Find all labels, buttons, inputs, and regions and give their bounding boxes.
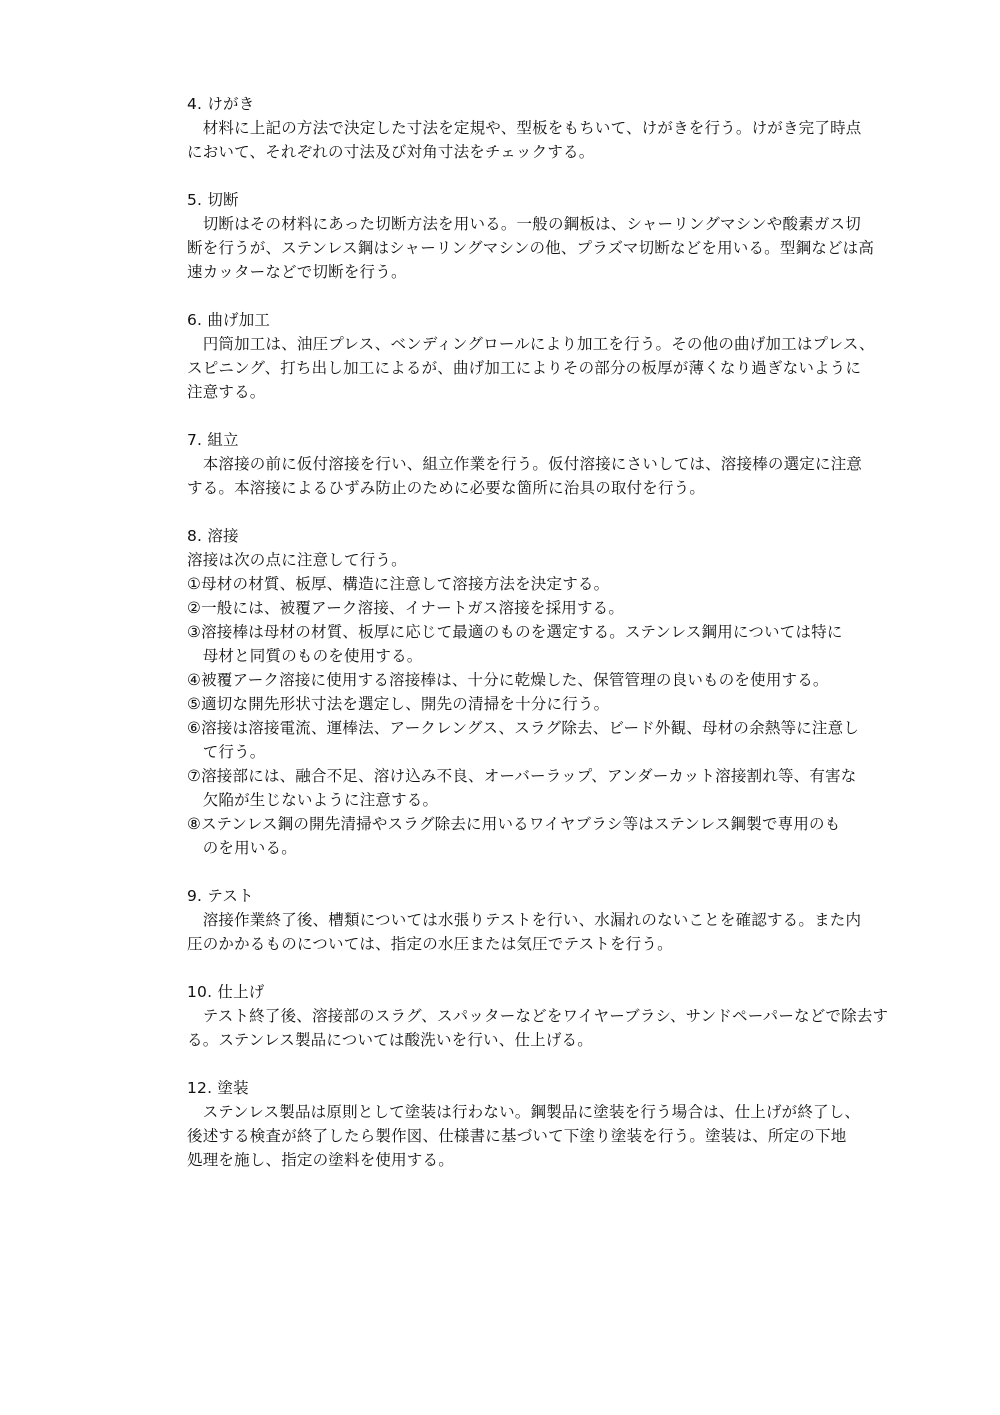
- list-item: ④被覆アーク溶接に使用する溶接棒は、十分に乾燥した、保管管理の良いものを使用する。: [187, 671, 829, 689]
- list-item: ⑧ステンレス鋼の開先清掃やスラグ除去に用いるワイヤブラシ等はステンレス鋼製で専用のも: [187, 815, 841, 833]
- list-item-continuation: のを用いる。: [187, 839, 297, 857]
- section-heading: 4. けがき: [187, 95, 255, 113]
- section-spacer: [187, 284, 887, 308]
- paragraph-line: テスト終了後、溶接部のスラグ、スパッターなどをワイヤーブラシ、サンドペーパーなどで除去す: [187, 1007, 889, 1025]
- paragraph-line: スピニング、打ち出し加工によるが、曲げ加工によりその部分の板厚が薄くなり過ぎないように: [187, 359, 862, 377]
- section-spacer: [187, 1052, 887, 1076]
- paragraph-line: 本溶接の前に仮付溶接を行い、組立作業を行う。仮付溶接にさいしては、溶接棒の選定に注意: [187, 455, 863, 473]
- section-spacer: [187, 500, 887, 524]
- section-heading: 12. 塗装: [187, 1079, 249, 1097]
- document-body: [187, 92, 887, 1172]
- paragraph-line: 溶接作業終了後、槽類については水張りテストを行い、水漏れのないことを確認する。また内: [187, 911, 862, 929]
- paragraph-line: 円筒加工は、油圧プレス、ベンディングロールにより加工を行う。その他の曲げ加工はプレス、: [187, 335, 875, 353]
- section-heading: 6. 曲げ加工: [187, 311, 271, 329]
- section-tosou: [187, 1076, 887, 1172]
- section-spacer: [187, 404, 887, 428]
- paragraph-line: 溶接は次の点に注意して行う。: [187, 551, 407, 569]
- list-item: ①母材の材質、板厚、構造に注意して溶接方法を決定する。: [187, 575, 610, 593]
- section-spacer: [187, 860, 887, 884]
- section-heading: 7. 組立: [187, 431, 239, 449]
- paragraph-line: る。ステンレス製品については酸洗いを行い、仕上げる。: [187, 1031, 593, 1049]
- section-heading: 9. テスト: [187, 887, 254, 905]
- paragraph-line: する。本溶接によるひずみ防止のために必要な箇所に治具の取付を行う。: [187, 479, 706, 497]
- section-spacer: [187, 956, 887, 980]
- section-heading: 10. 仕上げ: [187, 983, 265, 1001]
- paragraph-line: 断を行うが、ステンレス鋼はシャーリングマシンの他、プラズマ切断などを用いる。型鋼などは高: [187, 239, 875, 257]
- section-yousetsu: [187, 524, 887, 860]
- paragraph-line: 後述する検査が終了したら製作図、仕様書に基づいて下塗り塗装を行う。塗装は、所定の下地: [187, 1127, 847, 1145]
- paragraph-line: 処理を施し、指定の塗料を使用する。: [187, 1151, 454, 1169]
- list-item: ③溶接棒は母材の材質、板厚に応じて最適のものを選定する。ステンレス鋼用については特に: [187, 623, 843, 641]
- section-mage-kakou: [187, 308, 887, 404]
- paragraph-line: 圧のかかるものについては、指定の水圧または気圧でテストを行う。: [187, 935, 673, 953]
- list-item-continuation: 欠陥が生じないように注意する。: [187, 791, 439, 809]
- paragraph-line: ステンレス製品は原則として塗装は行わない。鋼製品に塗装を行う場合は、仕上げが終了し、: [187, 1103, 861, 1121]
- section-heading: 5. 切断: [187, 191, 239, 209]
- paragraph-line: 材料に上記の方法で決定した寸法を定規や、型板をもちいて、けがきを行う。けがき完了時点: [187, 119, 862, 137]
- list-item-continuation: て行う。: [187, 743, 266, 761]
- list-item-continuation: 母材と同質のものを使用する。: [187, 647, 423, 665]
- section-heading: 8. 溶接: [187, 527, 239, 545]
- list-item: ⑤適切な開先形状寸法を選定し、開先の清掃を十分に行う。: [187, 695, 610, 713]
- section-spacer: [187, 164, 887, 188]
- list-item: ⑥溶接は溶接電流、運棒法、アークレングス、スラグ除去、ビード外観、母材の余熱等に注意し: [187, 719, 860, 737]
- paragraph-line: 切断はその材料にあった切断方法を用いる。一般の鋼板は、シャーリングマシンや酸素ガス切: [187, 215, 861, 233]
- paragraph-line: 速カッターなどで切断を行う。: [187, 263, 407, 281]
- section-kegaki: [187, 92, 887, 164]
- list-item: ⑦溶接部には、融合不足、溶け込み不良、オーバーラップ、アンダーカット溶接割れ等、有害な: [187, 767, 857, 785]
- paragraph-line: において、それぞれの寸法及び対角寸法をチェックする。: [187, 143, 595, 161]
- section-shiage: [187, 980, 887, 1052]
- section-test: [187, 884, 887, 956]
- paragraph-line: 注意する。: [187, 383, 266, 401]
- section-setsudan: [187, 188, 887, 284]
- list-item: ②一般には、被覆アーク溶接、イナートガス溶接を採用する。: [187, 599, 625, 617]
- section-kumitate: [187, 428, 887, 500]
